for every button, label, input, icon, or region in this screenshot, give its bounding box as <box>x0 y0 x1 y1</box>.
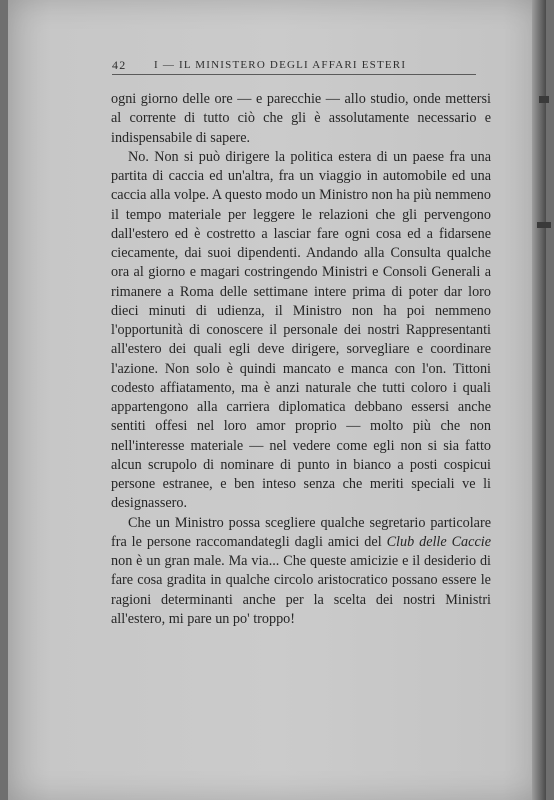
book-page <box>8 0 546 800</box>
paragraph-3 <box>111 514 491 630</box>
page-mark <box>539 96 549 103</box>
paragraph-3-text-b: non è un gran male. Ma via... Che queste amicizie e il desiderio di fare cosa gradita in qualche circolo aristocratico possano essere le ragioni determinanti anche per la scelta dei nostri Ministri all'estero, mi pare un po' troppo! <box>111 553 491 627</box>
club-name-italic: Club delle Caccie <box>386 533 491 550</box>
book-gutter <box>532 0 546 800</box>
body-text <box>111 90 491 629</box>
running-title: I — IL MINISTERO DEGLI AFFARI ESTERI <box>154 59 407 71</box>
running-header <box>112 56 476 75</box>
paragraph-1: ogni giorno delle ore — e parecchie — allo studio, onde mettersi al corrente di tutto ciò che gli è assolutamente necessario e indispensabile di sapere. <box>111 91 491 146</box>
page-number: 42 <box>112 58 127 72</box>
paragraph-2: No. Non si può dirigere la politica estera di un paese fra una partita di caccia ed un'altra, fra un viaggio in automobile ed una caccia alla volpe. A questo modo un Ministro non ha più nemmeno il tempo materiale per leggere le relazioni che gli pervengono dall'estero ed è costretto a lasciar fare ogni cosa ed a fidarsene ciecamente, dai suoi dipendenti. Andando alla Consulta qualche ora al giorno e magari costringendo Ministri e Consoli Generali a rimanere a Roma delle settimane intere prima di poter dar loro dieci minuti di udienza, il Ministro non ha poi nemmeno l'opportunità di conoscere il personale dei nostri Rappresentanti all'estero dei quali egli deve dirigere, sorvegliare e coordinare l'azione. Non solo è quindi mancato e manca con l'on. Tittoni codesto affiatamento, ma è anzi naturale che tutti coloro i quali appartengono alla carriera diplomatica debbano essersi anche sentiti offesi nel loro amor proprio — molto più che non nell'interesse materiale — nel vedere come egli non si sia fatto alcun scrupolo di nominare di punto in bianco a posti cospicui persone estranee, e ben inteso senza che meriti speciali ve li designassero. <box>111 148 491 512</box>
page-mark <box>537 222 551 228</box>
paragraph-3-text-a: Che un Ministro possa scegliere qualche segretario particolare fra le persone raccomandategli dagli amici del <box>111 514 491 550</box>
